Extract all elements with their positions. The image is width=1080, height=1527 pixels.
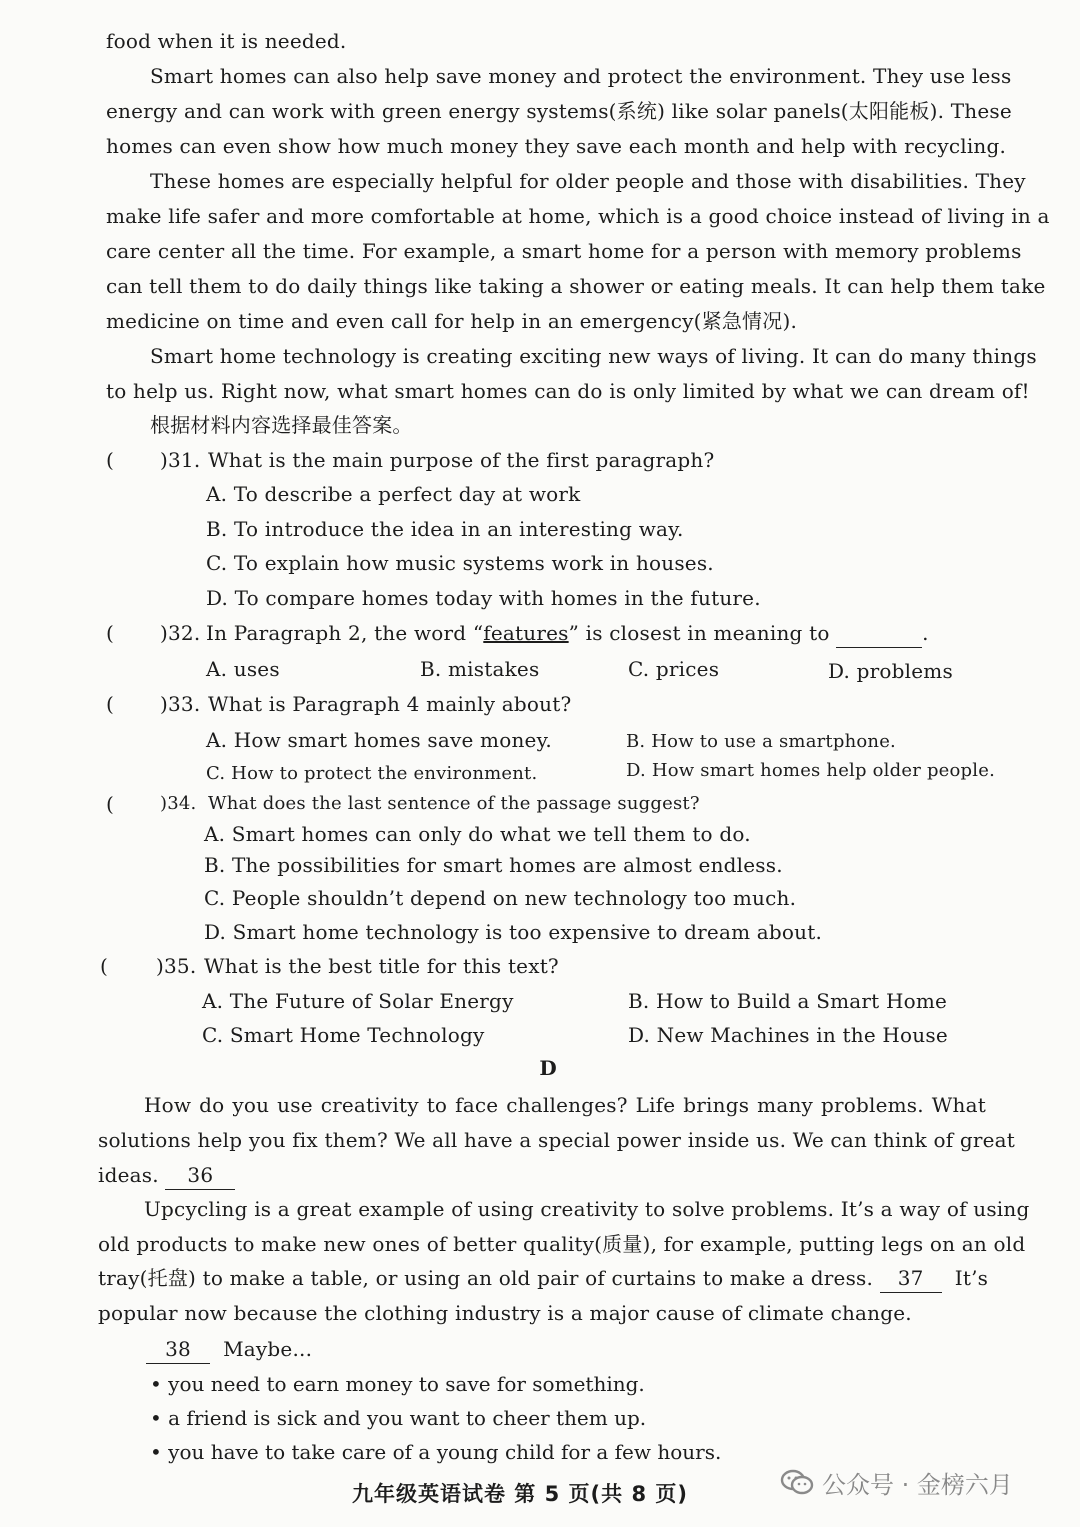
option-d: D. problems [828, 659, 953, 683]
option-c: C. Smart Home Technology [202, 1023, 485, 1047]
text-line: popular now because the clothing industry is a major cause of climate change. [98, 1301, 912, 1325]
text-line: Upcycling is a great example of using creativity to solve problems. It’s a way of using [144, 1197, 1030, 1221]
page-footer: 九年级英语试卷 第 5 页(共 8 页) [352, 1482, 688, 1506]
option-c: C. prices [628, 657, 720, 681]
instruction: 根据材料内容选择最佳答案。 [150, 413, 413, 437]
option-b: B. To introduce the idea in an interesting way. [206, 517, 684, 541]
section-title: D [539, 1056, 557, 1080]
option-b: B. How to use a smartphone. [626, 731, 896, 752]
answer-paren-open: ( [100, 954, 108, 978]
question-number: )31. [160, 448, 201, 472]
text-line: food when it is needed. [106, 29, 347, 53]
text-line: medicine on time and even call for help in an emergency(紧急情况). [106, 309, 798, 333]
option-d: D. New Machines in the House [628, 1023, 948, 1047]
question-stem: What is the best title for this text? [204, 954, 559, 978]
text-line: make life safer and more comfortable at home, which is a good choice instead of living in a [106, 204, 1050, 228]
option-d: D. How smart homes help older people. [626, 760, 996, 781]
blank-37: 37 [880, 1264, 942, 1293]
option-b: B. The possibilities for smart homes are almost endless. [204, 853, 783, 877]
bullet-item: • a friend is sick and you want to cheer them up. [150, 1406, 647, 1430]
watermark-text: 公众号 · 金榜六月 [822, 1470, 1013, 1499]
blank-38: 38 [146, 1335, 210, 1364]
answer-paren-open: ( [106, 448, 114, 472]
option-b: B. How to Build a Smart Home [628, 989, 948, 1013]
answer-paren-open: ( [106, 621, 114, 645]
text-line: old products to make new ones of better quality(质量), for example, putting legs on an old [98, 1232, 1026, 1256]
option-a: A. The Future of Solar Energy [202, 989, 514, 1013]
text-line: homes can even show how much money they save each month and help with recycling. [106, 134, 1007, 158]
question-stem: What does the last sentence of the passage suggest? [208, 793, 700, 814]
option-a: A. To describe a perfect day at work [206, 482, 581, 506]
question-stem: What is Paragraph 4 mainly about? [208, 692, 572, 716]
text-line: ideas. 36 [98, 1161, 235, 1190]
wechat-watermark [780, 1464, 1013, 1500]
text-line: energy and can work with green energy systems(系统) like solar panels(太阳能板). These [106, 99, 1012, 123]
text-line: tray(托盘) to make a table, or using an old pair of curtains to make a dress. 37 It’s [98, 1264, 988, 1293]
question-number: )35. [156, 954, 197, 978]
option-b: B. mistakes [420, 657, 540, 681]
option-d: D. To compare homes today with homes in the future. [206, 586, 761, 610]
answer-blank [836, 619, 922, 648]
question-number: )34. [160, 793, 197, 814]
text-line: solutions help you fix them? We all have a special power inside us. We can think of great [98, 1128, 1016, 1152]
option-a: A. Smart homes can only do what we tell them to do. [204, 822, 751, 846]
text-line: to help us. Right now, what smart homes can do is only limited by what we can dream of! [106, 379, 1030, 403]
option-c: C. To explain how music systems work in houses. [206, 551, 714, 575]
wechat-icon [780, 1468, 814, 1496]
question-number: )32. [160, 621, 201, 645]
question-stem: What is the main purpose of the first paragraph? [208, 448, 715, 472]
answer-paren-open: ( [106, 692, 114, 716]
option-c: C. How to protect the environment. [206, 763, 538, 784]
question-stem: In Paragraph 2, the word “features” is closest in meaning to . [206, 619, 929, 648]
bullet-item: • you need to earn money to save for something. [150, 1372, 645, 1396]
text-line: care center all the time. For example, a smart home for a person with memory problems [106, 239, 1022, 263]
answer-paren-open: ( [106, 792, 114, 816]
bullet-item: • you have to take care of a young child for a few hours. [150, 1440, 722, 1464]
question-number: )33. [160, 692, 201, 716]
text-line: Smart homes can also help save money and protect the environment. They use less [150, 64, 1012, 88]
text-line: can tell them to do daily things like taking a shower or eating meals. It can help them take [106, 274, 1046, 298]
option-d: D. Smart home technology is too expensive to dream about. [204, 920, 823, 944]
text-line: 38 Maybe... [146, 1335, 312, 1364]
text-line: How do you use creativity to face challenges? Life brings many problems. What [144, 1093, 986, 1117]
option-c: C. People shouldn’t depend on new technology too much. [204, 886, 797, 910]
text-line: These homes are especially helpful for older people and those with disabilities. They [150, 169, 1026, 193]
option-a: A. uses [206, 657, 280, 681]
option-a: A. How smart homes save money. [206, 728, 552, 752]
text-line: Smart home technology is creating exciting new ways of living. It can do many things [150, 344, 1037, 368]
highlighted-word: features [483, 621, 569, 645]
blank-36: 36 [165, 1161, 235, 1190]
